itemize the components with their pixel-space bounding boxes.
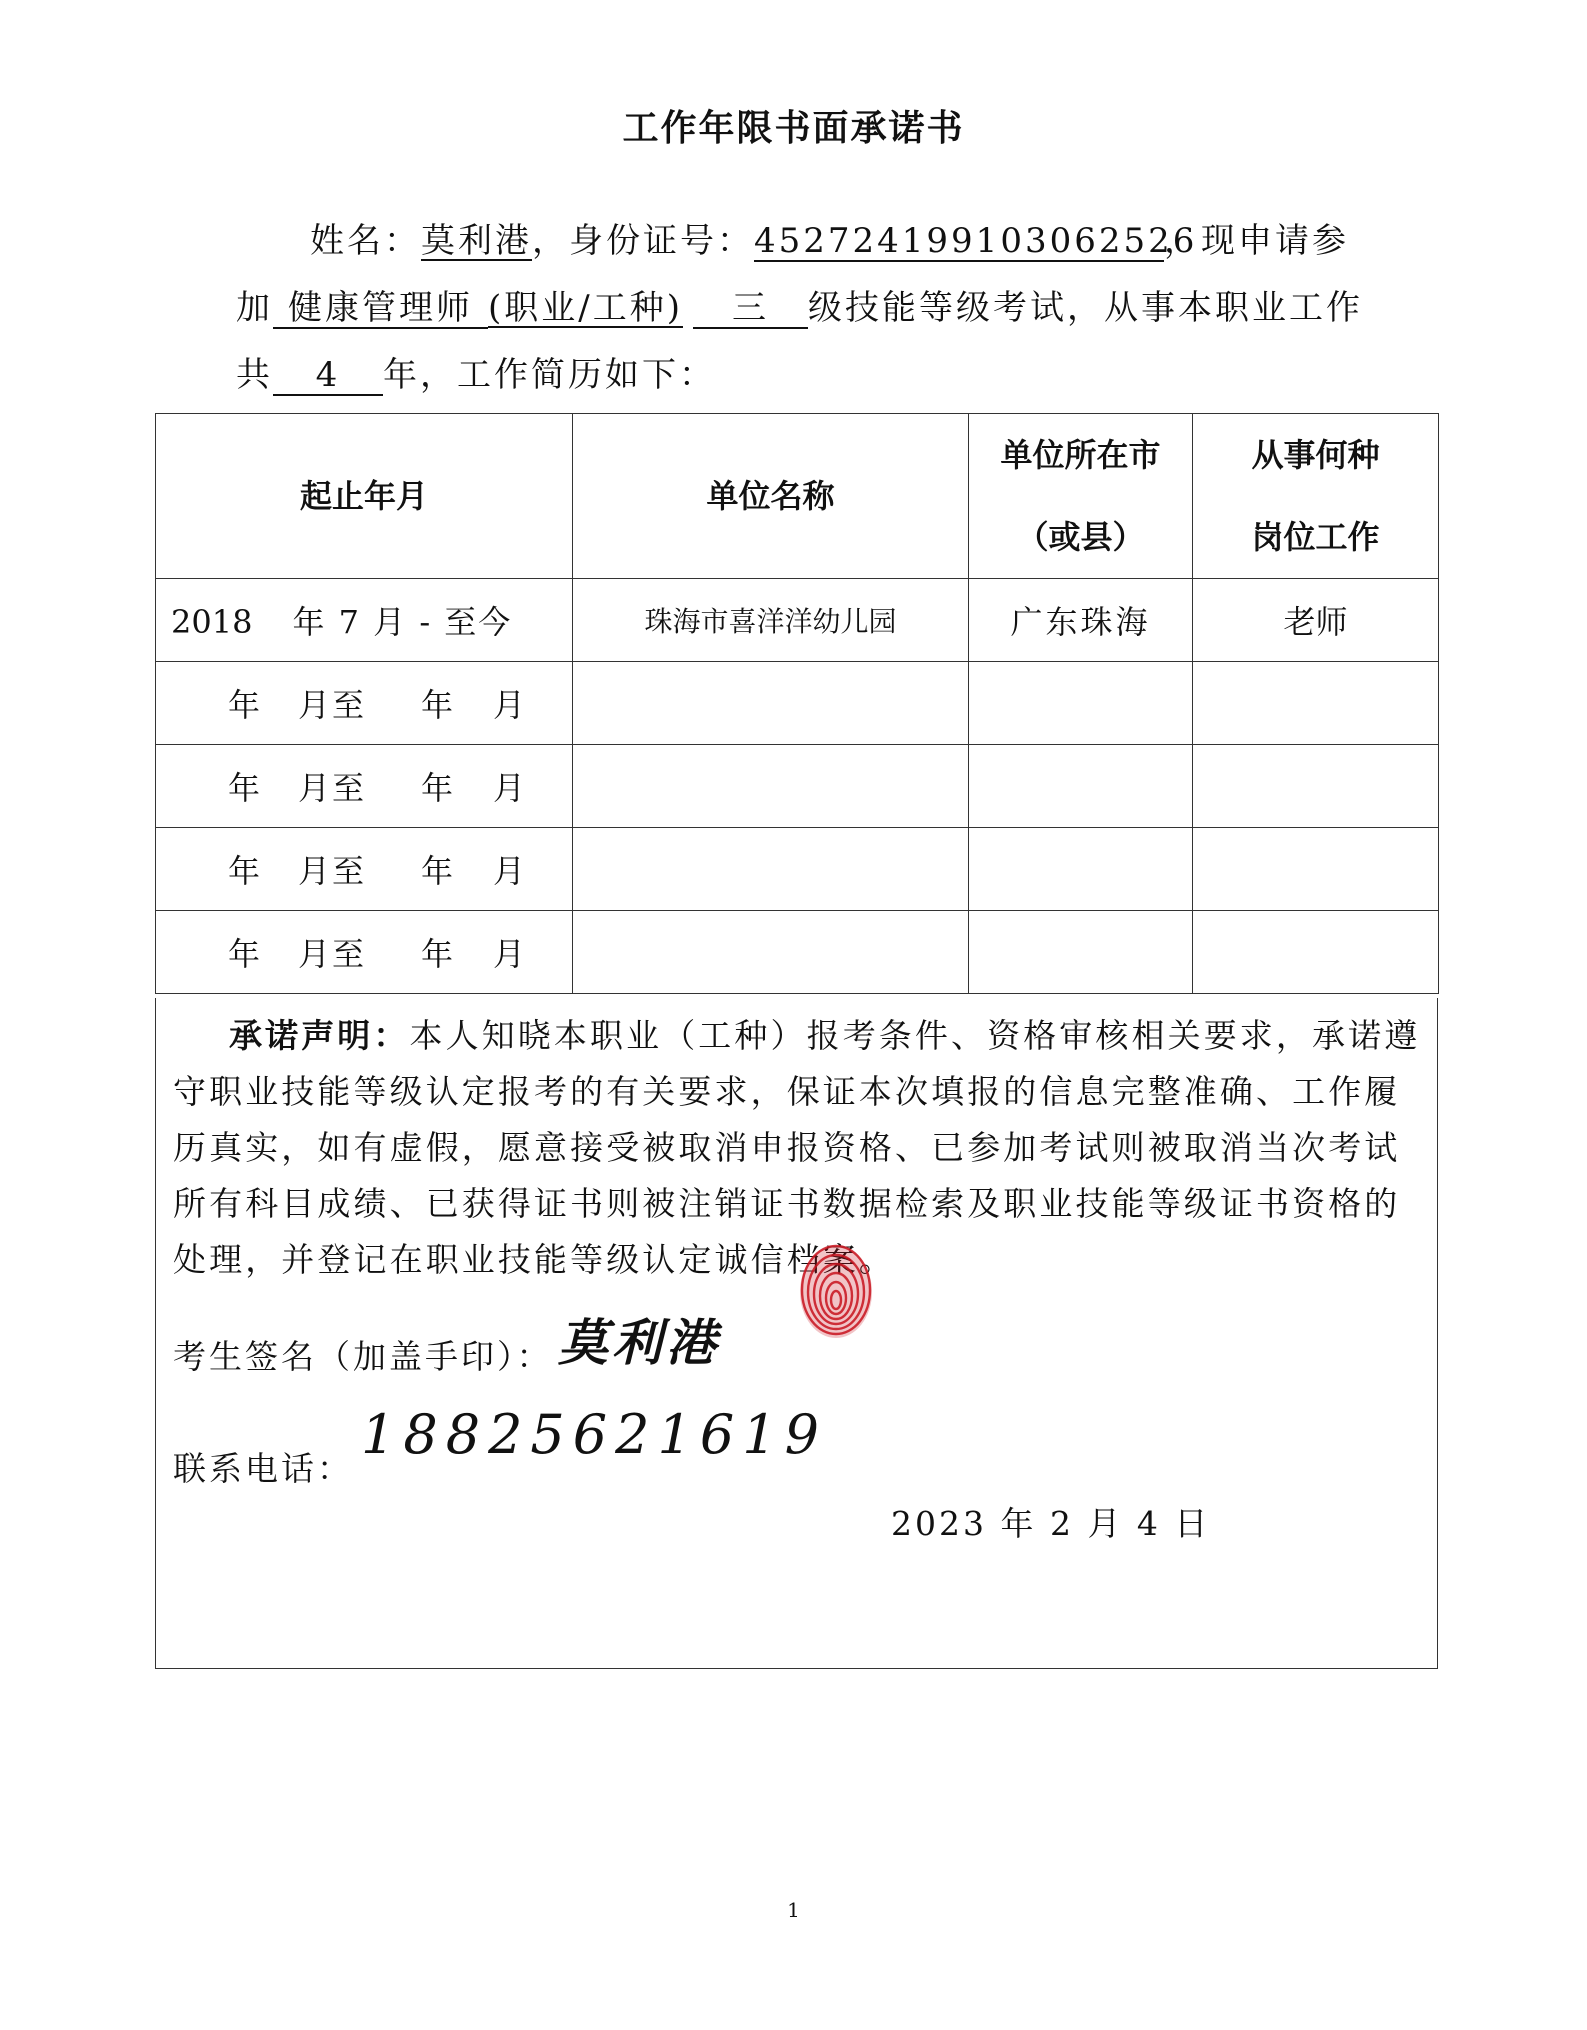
cell-period: 2018 年 7 月 - 至今 <box>156 579 573 662</box>
cell-city <box>969 745 1193 828</box>
cell-period: 年 月至 年 月 <box>156 911 573 994</box>
cell-post <box>1193 662 1439 745</box>
signature-line: 考生签名（加盖手印）： <box>173 1337 553 1376</box>
table-row <box>156 911 1439 994</box>
header-period: 起止年月 <box>156 414 573 579</box>
applicant-name: 莫利港 <box>421 221 532 261</box>
table-row <box>156 828 1439 911</box>
header-city: 单位所在市 （或县） <box>969 414 1193 579</box>
header-post: 从事何种 岗位工作 <box>1193 414 1439 579</box>
header-unit: 单位名称 <box>573 414 969 579</box>
cell-unit: 珠海市喜洋洋幼儿园 <box>573 579 969 662</box>
cell-post <box>1193 828 1439 911</box>
years-field: 4 <box>273 357 383 396</box>
handwritten-signature: 莫利港 <box>558 1313 720 1372</box>
cell-city: 广东珠海 <box>969 579 1193 662</box>
intro-line-1: 姓名：莫利港，身份证号：452724199103062526，现申请参 <box>310 221 1349 261</box>
table-row <box>156 579 1439 662</box>
phone-line: 联系电话： <box>173 1449 353 1488</box>
level-field: 三 <box>693 290 808 329</box>
handwritten-phone: 18825621619 <box>361 1403 827 1466</box>
document-title: 工作年限书面承诺书 <box>622 107 965 149</box>
table-row <box>156 662 1439 745</box>
cell-city <box>969 828 1193 911</box>
fingerprint-icon <box>796 1238 876 1338</box>
cell-unit <box>573 828 969 911</box>
occupation-field: 健康管理师 <box>273 290 488 329</box>
cell-post <box>1193 911 1439 994</box>
pledge-statement: 承诺声明：本人知晓本职业（工种）报考条件、资格审核相关要求，承诺遵守职业技能等级认定报考的有关要求，保证本次填报的信息完整准确、工作履历真实，如有虚假，愿意接受被取消申报资格、已参加考试则被取消当次考试所有科目成绩、已获得证书则被注销证书数据检索及职业技能等级证书资格的处理，并登记在职业技能等级认定诚信档案。 <box>173 1016 1421 1279</box>
pledge-label: 承诺声明： <box>229 1016 410 1055</box>
cell-post: 老师 <box>1193 579 1439 662</box>
cell-unit <box>573 745 969 828</box>
sign-date: 2023 年 2 月 4 日 <box>891 1504 1211 1543</box>
page-number: 1 <box>787 1898 800 1922</box>
cell-city <box>969 662 1193 745</box>
cell-post <box>1193 745 1439 828</box>
cell-unit <box>573 911 969 994</box>
intro-line-2: 加 健康管理师 (职业/工种) 三 级技能等级考试，从事本职业工作 <box>236 288 1363 328</box>
work-history-table <box>155 413 1439 994</box>
cell-city <box>969 911 1193 994</box>
cell-period: 年 月至 年 月 <box>156 828 573 911</box>
id-number: 452724199103062526 <box>754 221 1198 261</box>
intro-line-3: 共 4 年，工作简历如下： <box>236 355 716 395</box>
pledge-box <box>155 998 1438 1669</box>
table-header-row <box>156 414 1439 579</box>
table-row <box>156 745 1439 828</box>
cell-period: 年 月至 年 月 <box>156 662 573 745</box>
cell-period: 年 月至 年 月 <box>156 745 573 828</box>
cell-unit <box>573 662 969 745</box>
